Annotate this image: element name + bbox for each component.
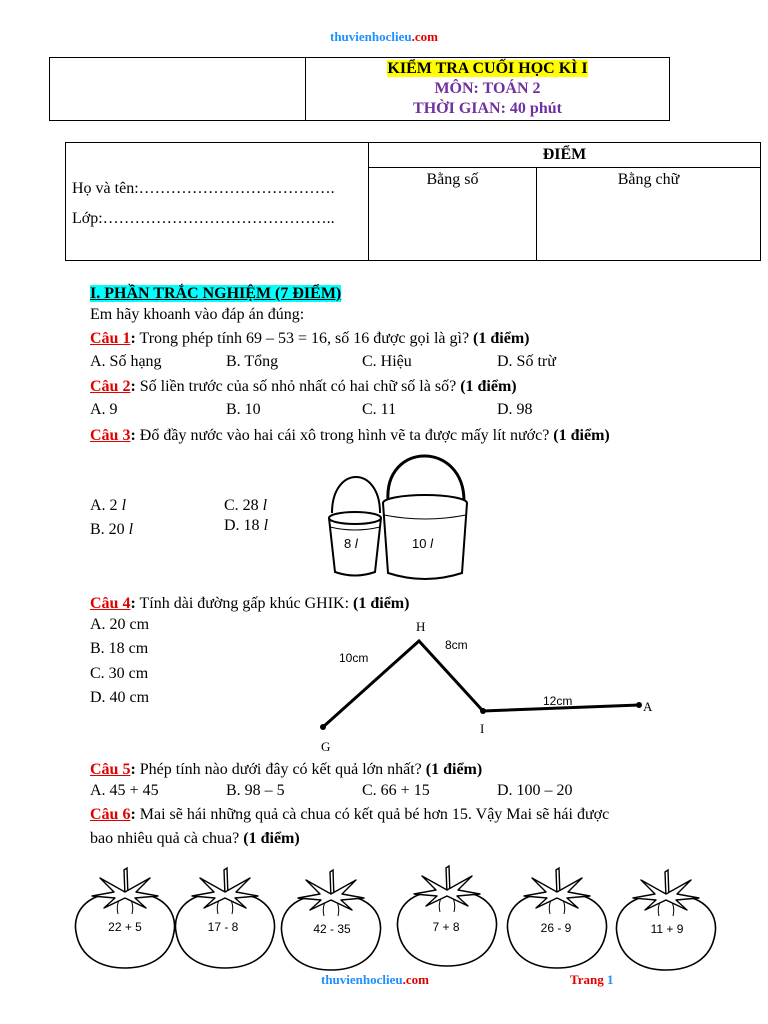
score-number-label: Bằng số <box>426 171 479 188</box>
q4-option-c[interactable]: C. 30 cm <box>90 665 149 682</box>
score-words-cell[interactable] <box>537 168 761 261</box>
label-ia-length: 12cm <box>543 694 573 708</box>
question-5: Câu 5: Phép tính nào dưới đây có kết quả lớn nhất? (1 điểm) <box>90 761 483 778</box>
q4-option-a[interactable]: A. 20 cm <box>90 616 150 633</box>
section-title: I. PHẦN TRẮC NGHIỆM (7 ĐIỂM) <box>90 285 342 302</box>
small-bucket <box>329 477 381 576</box>
q3-option-b[interactable]: B. 20 l <box>90 521 134 538</box>
q1-option-d[interactable]: D. Số trừ <box>497 353 556 370</box>
name-field[interactable]: Họ và tên:………………………………. <box>72 180 335 197</box>
score-header: ĐIỂM <box>369 143 761 168</box>
tomato-5[interactable] <box>507 868 606 968</box>
footer-site-name: thuvienhoclieu <box>321 972 403 987</box>
site-domain: .com <box>411 29 438 44</box>
tomato-2-expr: 17 - 8 <box>207 920 239 934</box>
label-h: H <box>416 619 426 634</box>
student-table <box>65 142 761 261</box>
question-2: Câu 2: Số liền trước của số nhỏ nhất có hai chữ số là số? (1 điểm) <box>90 378 517 395</box>
tomato-5-expr: 26 - 9 <box>540 921 572 935</box>
school-cell <box>50 58 306 121</box>
class-field[interactable]: Lớp:…………………………………….. <box>72 210 335 227</box>
q3-option-a[interactable]: A. 2 l <box>90 497 127 514</box>
q4-option-b[interactable]: B. 18 cm <box>90 640 149 657</box>
q1-option-a[interactable]: A. Số hạng <box>90 353 162 370</box>
polyline-figure <box>310 615 660 760</box>
tomato-1[interactable] <box>75 868 174 968</box>
q5-option-c[interactable]: C. 66 + 15 <box>362 782 430 799</box>
q4-option-d[interactable]: D. 40 cm <box>90 689 150 706</box>
site-footer[interactable] <box>321 972 429 988</box>
question-3: Câu 3: Đổ đầy nước vào hai cái xô trong hình vẽ ta được mấy lít nước? (1 điểm) <box>90 427 610 444</box>
q5-option-b[interactable]: B. 98 – 5 <box>226 782 285 799</box>
site-name: thuvienhoclieu <box>330 29 412 44</box>
point-i <box>480 708 486 714</box>
q2-option-d[interactable]: D. 98 <box>497 401 533 418</box>
q2-option-a[interactable]: A. 9 <box>90 401 118 418</box>
label-i: I <box>480 721 485 736</box>
tomato-1-expr: 22 + 5 <box>108 920 142 934</box>
small-bucket-label: 8 l <box>344 536 358 551</box>
q3-option-c[interactable]: C. 28 l <box>224 497 268 514</box>
polyline-ghik <box>323 641 639 727</box>
label-hi-length: 8cm <box>445 638 468 652</box>
exam-title: KIỂM TRA CUỐI HỌC KÌ I <box>387 60 588 77</box>
tomato-row <box>70 862 720 974</box>
page-number-value: 1 <box>606 972 614 987</box>
tomato-2[interactable] <box>175 868 274 968</box>
exam-header-table <box>49 57 670 121</box>
tomato-4[interactable] <box>397 866 496 966</box>
question-4: Câu 4: Tính dài đường gấp khúc GHIK: (1 điểm) <box>90 595 410 612</box>
big-bucket <box>383 456 467 579</box>
student-info-cell <box>66 143 369 261</box>
q5-option-a[interactable]: A. 45 + 45 <box>90 782 159 799</box>
big-bucket-label: 10 l <box>412 536 433 551</box>
exam-time: THỜI GIAN: 40 phút <box>413 100 562 117</box>
q1-option-b[interactable]: B. Tổng <box>226 353 279 370</box>
site-header[interactable] <box>0 29 768 45</box>
buckets-illustration <box>322 445 474 585</box>
tomato-6[interactable] <box>616 870 715 970</box>
page-number <box>570 972 613 988</box>
instruction: Em hãy khoanh vào đáp án đúng: <box>90 306 305 323</box>
q2-option-b[interactable]: B. 10 <box>226 401 261 418</box>
label-a: A <box>643 699 653 714</box>
point-g <box>320 724 326 730</box>
label-gh-length: 10cm <box>339 651 369 665</box>
label-g: G <box>321 739 331 754</box>
footer-site-domain: .com <box>402 972 429 987</box>
question-6-line2: bao nhiêu quả cà chua? (1 điểm) <box>90 830 300 847</box>
question-1: Câu 1: Trong phép tính 69 – 53 = 16, số 16 được gọi là gì? (1 điểm) <box>90 330 530 347</box>
q1-option-c[interactable]: C. Hiệu <box>362 353 412 370</box>
q2-option-c[interactable]: C. 11 <box>362 401 397 418</box>
point-a <box>636 702 642 708</box>
page-label: Trang <box>570 972 607 987</box>
question-6: Câu 6: Mai sẽ hái những quả cà chua có kết quả bé hơn 15. Vậy Mai sẽ hái được <box>90 806 610 823</box>
exam-subject: MÔN: TOÁN 2 <box>434 80 541 97</box>
tomato-3-expr: 42 - 35 <box>313 922 351 936</box>
q5-option-d[interactable]: D. 100 – 20 <box>497 782 573 799</box>
tomato-6-expr: 11 + 9 <box>650 922 684 936</box>
score-words-label: Bằng chữ <box>617 171 680 188</box>
exam-info-cell <box>306 58 670 121</box>
score-number-cell[interactable] <box>369 168 537 261</box>
tomato-4-expr: 7 + 8 <box>432 920 460 934</box>
q3-option-d[interactable]: D. 18 l <box>224 517 269 534</box>
tomato-3[interactable] <box>281 870 380 970</box>
